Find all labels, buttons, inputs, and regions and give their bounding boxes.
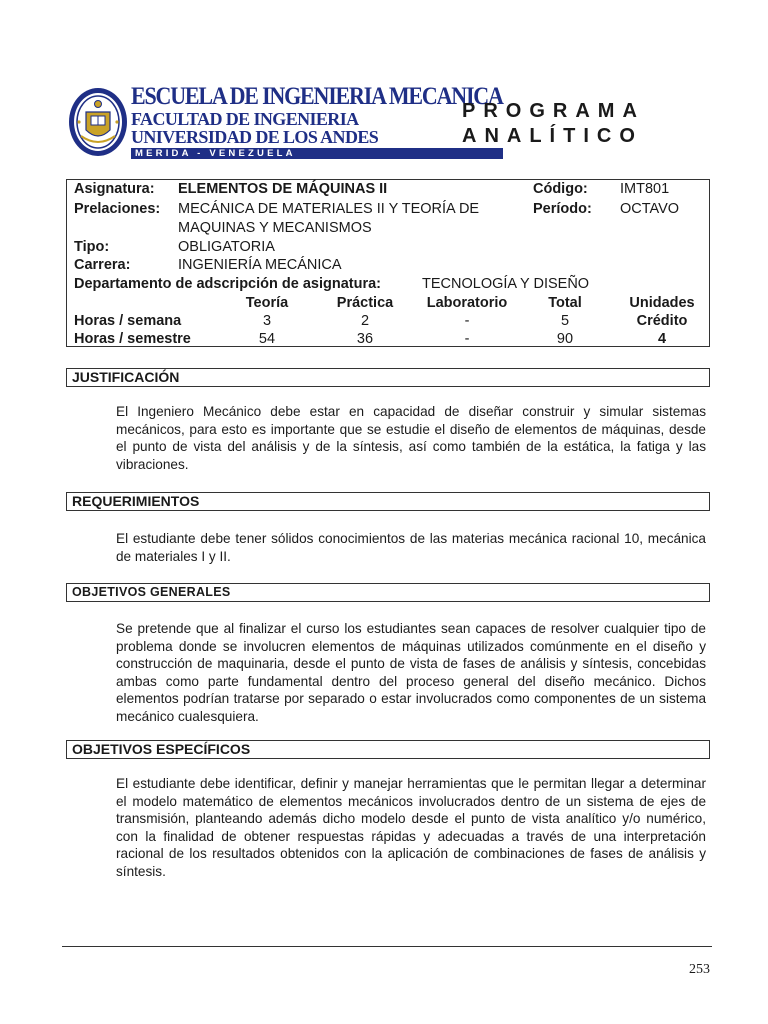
semana-laboratorio: - bbox=[464, 313, 470, 329]
objetivos-generales-header: OBJETIVOS GENERALES bbox=[66, 583, 710, 602]
university-seal-icon bbox=[67, 86, 129, 158]
document-title bbox=[462, 99, 645, 149]
teoria-header: Teoría bbox=[245, 295, 289, 311]
title-line-2: ANALÍTICO bbox=[462, 125, 643, 147]
logo-wordmark bbox=[129, 81, 503, 160]
credito-header: Crédito bbox=[636, 313, 688, 329]
semestre-practica: 36 bbox=[356, 331, 374, 347]
requerimientos-text: El estudiante debe tener sólidos conocimientos de las materias mecánica racional 10, mecánica de materiales I y II. bbox=[116, 531, 706, 564]
creditos-value: 4 bbox=[657, 331, 667, 347]
title-line-1: PROGRAMA bbox=[462, 100, 645, 122]
semestre-total: 90 bbox=[556, 331, 574, 347]
total-header: Total bbox=[548, 295, 582, 311]
semana-total: 5 bbox=[560, 313, 570, 329]
objetivos-especificos-header: OBJETIVOS ESPECÍFICOS bbox=[66, 740, 710, 759]
periodo-value: OCTAVO bbox=[620, 201, 680, 217]
logo-line-university: UNIVERSIDAD DE LOS ANDES bbox=[131, 127, 379, 148]
justificacion-text: El Ingeniero Mecánico debe estar en capacidad de diseñar construir y simular sistemas mecánicos, para esto es importante que se estudie el diseño de elementos de máquinas, desde el punto de vista del análisis y de la síntesis, así como también de la estática, la fatiga y las vibraciones. bbox=[116, 404, 706, 472]
carrera-value: INGENIERÍA MECÁNICA bbox=[178, 257, 342, 273]
footer-divider bbox=[62, 946, 712, 947]
course-info-box bbox=[66, 179, 710, 347]
codigo-label: Código: bbox=[533, 181, 588, 197]
practica-header: Práctica bbox=[336, 295, 394, 311]
horas-semestre-label: Horas / semestre bbox=[74, 331, 191, 347]
codigo-value: IMT801 bbox=[620, 181, 670, 197]
semestre-laboratorio: - bbox=[464, 331, 470, 347]
asignatura-value: ELEMENTOS DE MÁQUINAS II bbox=[178, 181, 388, 197]
prelaciones-value-line1: MECÁNICA DE MATERIALES II Y TEORÍA DE bbox=[178, 201, 480, 217]
semestre-teoria: 54 bbox=[258, 331, 276, 347]
requerimientos-header: REQUERIMIENTOS bbox=[66, 492, 710, 511]
laboratorio-header: Laboratorio bbox=[426, 295, 508, 311]
horas-semana-label: Horas / semana bbox=[74, 313, 182, 329]
departamento-label: Departamento de adscripción de asignatura: bbox=[74, 276, 381, 292]
departamento-value: TECNOLOGÍA Y DISEÑO bbox=[422, 276, 590, 292]
prelaciones-value-line2: MAQUINAS Y MECANISMOS bbox=[178, 220, 372, 236]
justificacion-header: JUSTIFICACIÓN bbox=[66, 368, 710, 387]
unidades-header: Unidades bbox=[629, 295, 695, 311]
carrera-label: Carrera: bbox=[74, 257, 131, 273]
logo-line-school: ESCUELA DE INGENIERIA MECANICA bbox=[131, 81, 503, 111]
periodo-label: Período: bbox=[533, 201, 592, 217]
semana-teoria: 3 bbox=[262, 313, 272, 329]
logo-line-faculty: FACULTAD DE INGENIERIA bbox=[131, 109, 359, 130]
page-number: 253 bbox=[689, 962, 710, 977]
school-logo bbox=[67, 81, 503, 160]
asignatura-label: Asignatura: bbox=[74, 181, 155, 197]
logo-line-city: MERIDA - VENEZUELA bbox=[131, 148, 503, 159]
tipo-value: OBLIGATORIA bbox=[178, 239, 275, 255]
tipo-label: Tipo: bbox=[74, 239, 110, 255]
semana-practica: 2 bbox=[360, 313, 370, 329]
prelaciones-label: Prelaciones: bbox=[74, 201, 161, 217]
objetivos-especificos-text: El estudiante debe identificar, definir y manejar herramientas que le permitan llegar a determinar el modelo matemático de elementos mecánicos involucrados dentro de un sistema de ejes de transmisión, planteando además dicho modelo desde el punto de vista analítico y/o numérico, con la finalidad de obtener respuestas rápidas y adecuadas a través de una interpretación racional de los resultados obtenidos con la aplicación de combinaciones de fases de análisis y síntesis. bbox=[116, 776, 706, 879]
objetivos-generales-text: Se pretende que al finalizar el curso los estudiantes sean capaces de resolver cualquier tipo de problema donde se involucren elementos de máquinas utilizados comúnmente en el diseño y construcción de maquinaria, desde el punto de vista de fases de análisis y síntesis, concebidas ambas como parte fundamental dentro del proceso general del diseño mecánico. Dichos elementos podrían tratarse por separado o estar involucrados como componentes de un sistema mecánico cualesquiera. bbox=[116, 621, 706, 724]
